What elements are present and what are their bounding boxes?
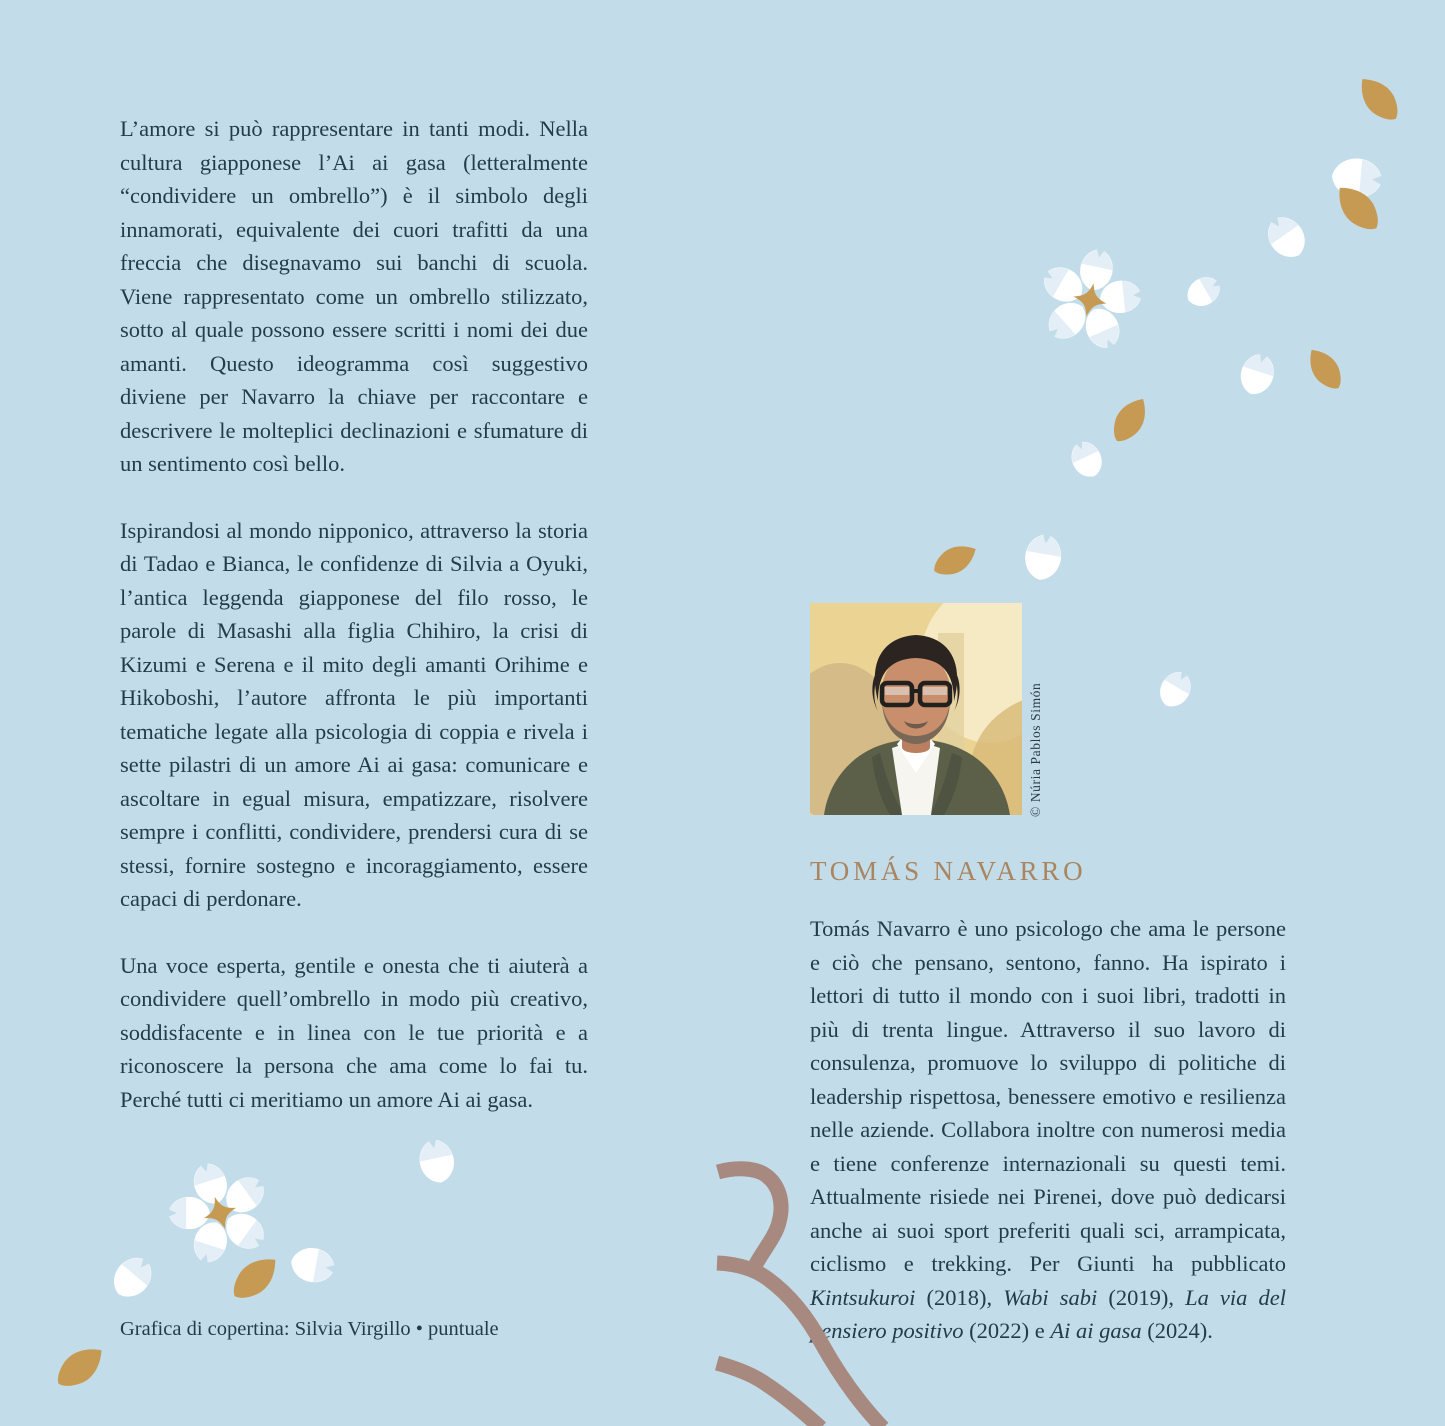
photo-copyright: © Núria Pablos Simón <box>1028 682 1043 817</box>
petal-icon <box>1182 271 1227 312</box>
gold-leaf-icon <box>1106 392 1155 448</box>
cover-design-credit: Grafica di copertina: Silvia Virgillo • puntuale <box>120 1318 499 1340</box>
gold-leaf-icon <box>1352 70 1407 128</box>
sakura-flower-icon <box>1025 237 1154 362</box>
flap-description <box>120 112 588 1149</box>
petal-icon <box>105 1249 160 1305</box>
petal-icon <box>1065 436 1107 483</box>
author-name-heading: TOMÁS NAVARRO <box>810 856 1087 886</box>
description-paragraph-1: L’amore si può rappresentare in tanti modi. Nella cultura giapponese l’Ai ai gasa (letteralmente “condividere un ombrello”) è il simbolo degli innamorati, equivalente dei cuori trafitti da una freccia che disegnavamo sui banchi di scuola. Viene rappresentato come un ombrello stilizzato, sotto al quale possono essere scritti i nomi dei due amanti. Questo ideogramma così suggestivo diviene per Navarro la chiave per raccontare e descrivere le molteplici declinazioni e sfumature di un sentimento così bello. <box>120 116 588 476</box>
petal-icon <box>288 1245 338 1286</box>
petal-icon <box>1022 530 1065 583</box>
description-paragraph-3: Una voce esperta, gentile e onesta che ti aiuterà a condividere quell’ombrello in modo più creativo, soddisfacente e in linea con le tue priorità e a riconoscere la persona che ama come lo fai tu. Perché tutti ci meritiamo un amore Ai ai gasa. <box>120 952 588 1112</box>
petal-icon <box>1259 209 1313 265</box>
petal-icon <box>1154 665 1198 712</box>
gold-leaf-icon <box>225 1249 285 1307</box>
petal-icon <box>1330 156 1385 199</box>
description-paragraph-2: Ispirandosi al mondo nipponico, attraverso la storia di Tadao e Bianca, le confidenze di Silvia a Oyuki, l’antica leggenda giapponese del filo rosso, le parole di Masashi alla figlia Chihiro, la crisi di Kizumi e Serena e il mito degli amanti Orihime e Hikoboshi, l’autore affronta le più importanti tematiche legate alla psicologia di coppia e rivela i sette pilastri di un amore Ai ai gasa: comunicare e ascoltare in egual misura, empatizzare, risolvere sempre i conflitti, condividere, prendersi cura di se stessi, fornire sostegno e incoraggiamento, essere capaci di perdonare. <box>120 517 588 911</box>
gold-leaf-icon <box>928 538 981 582</box>
author-bio: Tomás Navarro è uno psicologo che ama le persone e ciò che pensano, sentono, fanno. Ha ispirato i lettori di tutto il mondo con i suoi libri, tradotti in più di trenta lingue. Attraverso il suo lavoro di consulenza, promuove lo sviluppo di politiche di leadership rispettosa, benessere emotivo e resilienza nelle aziende. Collabora inoltre con numerosi media e tiene conferenze internazionali su questi temi. Attualmente risiede nei Pirenei, dove può dedicarsi anche ai suoi sport preferiti quali sci, arrampicata, ciclismo e trekking. Per Giunti ha pubblicato Kintsukuroi (2018), Wabi sabi (2019), La via del pensiero positivo (2022) e Ai ai gasa (2024). <box>810 916 1286 1343</box>
gold-leaf-icon <box>1329 178 1387 238</box>
author-photo-illustration <box>810 603 1022 815</box>
gold-leaf-icon <box>1301 343 1348 396</box>
author-photo <box>810 603 1022 815</box>
gold-leaf-icon <box>50 1339 111 1396</box>
petal-icon <box>1235 349 1279 399</box>
sakura-flower-icon <box>151 1146 288 1280</box>
